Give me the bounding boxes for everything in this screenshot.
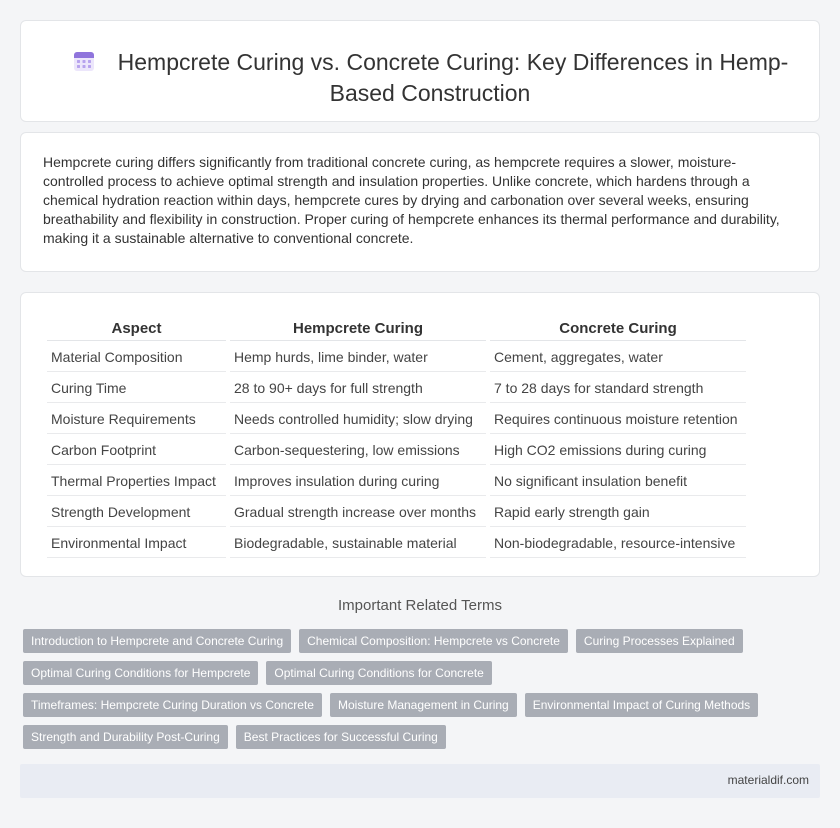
- table-cell: Improves insulation during curing: [230, 467, 486, 496]
- table-cell: Biodegradable, sustainable material: [230, 529, 486, 558]
- table-cell: Curing Time: [47, 374, 226, 403]
- table-cell: Environmental Impact: [47, 529, 226, 558]
- table-cell: Cement, aggregates, water: [490, 343, 746, 372]
- table-cell: Requires continuous moisture retention: [490, 405, 746, 434]
- related-term-tag[interactable]: Optimal Curing Conditions for Concrete: [266, 661, 491, 685]
- header-hempcrete: Hempcrete Curing: [230, 315, 486, 341]
- table-cell: High CO2 emissions during curing: [490, 436, 746, 465]
- table-header-row: [47, 315, 746, 341]
- intro-paragraph: Hempcrete curing differs significantly from traditional concrete curing, as hempcrete requires a slower, moisture-controlled process to achieve optimal strength and insulation properties. Unlike concrete, which hardens through a chemical hydration reaction within days, hempcrete cures by drying and carbonation over several weeks, ensuring breathability and flexibility in construction. Proper curing of hempcrete enhances its thermal performance and durability, making it a sustainable alternative to conventional concrete.: [43, 154, 780, 246]
- page-title-text: Hempcrete Curing vs. Concrete Curing: Key Differences in Hemp-Based Construction: [117, 49, 789, 106]
- related-term-tag[interactable]: Environmental Impact of Curing Methods: [525, 693, 758, 717]
- related-term-tag[interactable]: Timeframes: Hempcrete Curing Duration vs Concrete: [23, 693, 322, 717]
- table-cell: Material Composition: [47, 343, 226, 372]
- comparison-table-card: [20, 292, 820, 577]
- calendar-icon: [72, 49, 96, 73]
- table-cell: Rapid early strength gain: [490, 498, 746, 527]
- table-cell: 28 to 90+ days for full strength: [230, 374, 486, 403]
- table-row: [47, 374, 746, 403]
- table-cell: Strength Development: [47, 498, 226, 527]
- table-row: [47, 405, 746, 434]
- related-term-tag[interactable]: Optimal Curing Conditions for Hempcrete: [23, 661, 258, 685]
- table-cell: No significant insulation benefit: [490, 467, 746, 496]
- related-terms-list: [23, 629, 803, 757]
- related-term-tag[interactable]: Best Practices for Successful Curing: [236, 725, 446, 749]
- header-aspect: Aspect: [47, 315, 226, 341]
- table-cell: Carbon Footprint: [47, 436, 226, 465]
- related-term-tag[interactable]: Introduction to Hempcrete and Concrete Curing: [23, 629, 291, 653]
- table-cell: Thermal Properties Impact: [47, 467, 226, 496]
- comparison-table: [43, 313, 750, 560]
- page-title: [61, 47, 799, 109]
- table-row: [47, 343, 746, 372]
- related-term-tag[interactable]: Chemical Composition: Hempcrete vs Concrete: [299, 629, 568, 653]
- header-concrete: Concrete Curing: [490, 315, 746, 341]
- table-cell: Needs controlled humidity; slow drying: [230, 405, 486, 434]
- header-card: [20, 20, 820, 122]
- table-row: [47, 467, 746, 496]
- related-terms-title: Important Related Terms: [338, 597, 502, 614]
- related-term-tag[interactable]: Moisture Management in Curing: [330, 693, 517, 717]
- table-cell: Gradual strength increase over months: [230, 498, 486, 527]
- table-cell: Carbon-sequestering, low emissions: [230, 436, 486, 465]
- table-cell: Hemp hurds, lime binder, water: [230, 343, 486, 372]
- table-cell: 7 to 28 days for standard strength: [490, 374, 746, 403]
- site-link[interactable]: materialdif.com: [727, 773, 809, 787]
- table-row: [47, 529, 746, 558]
- related-term-tag[interactable]: Curing Processes Explained: [576, 629, 743, 653]
- related-term-tag[interactable]: Strength and Durability Post-Curing: [23, 725, 228, 749]
- table-row: [47, 498, 746, 527]
- table-cell: Moisture Requirements: [47, 405, 226, 434]
- table-cell: Non-biodegradable, resource-intensive: [490, 529, 746, 558]
- footer: [20, 764, 820, 798]
- table-row: [47, 436, 746, 465]
- intro-card: [20, 132, 820, 272]
